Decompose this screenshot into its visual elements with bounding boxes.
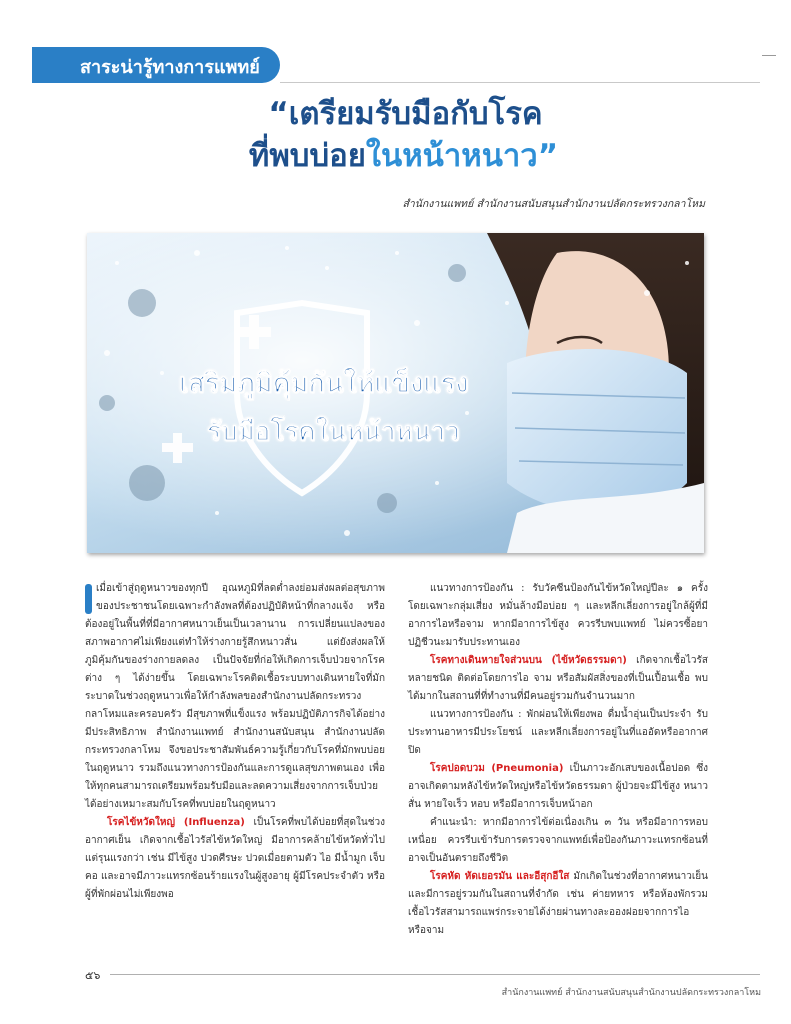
left-column	[85, 580, 385, 904]
influenza-prevention: แนวทางการป้องกัน : รับวัคซีนป้องกันไข้หวัดใหญ่ปีละ ๑ ครั้ง โดยเฉพาะกลุ่มเสี่ยง หมั่นล้างมือบ่อย ๆ และหลีกเลี่ยงการอยู่ใกล้ผู้ที่มีอาการไอหรือจาม หากมีอาการไข้สูง ควรรีบพบแพทย์ ไม่ควรซื้อยาปฏิชีวนะมารับประทานเอง	[408, 583, 708, 648]
cold-prevention: แนวทางการป้องกัน : พักผ่อนให้เพียงพอ ดื่มน้ำอุ่นเป็นประจำ รับประทานอาหารมีประโยชน์ และหลีกเลี่ยงการอยู่ในที่แออัดหรืออากาศปิด	[408, 709, 708, 756]
section-label: สาระน่ารู้ทางการแพทย์	[80, 57, 260, 78]
article-title-line-2	[8, 136, 791, 176]
cold-heading: โรคทางเดินหายใจส่วนบน (ไข้หวัดธรรมดา)	[430, 655, 627, 666]
title-part-b: ในหน้าหนาว”	[365, 138, 559, 174]
footer-rule	[110, 974, 760, 975]
right-column	[408, 580, 708, 940]
page-number: ๕๖	[85, 969, 101, 982]
measles-paragraph: โรคหัด หัดเยอรมัน และอีสุกอีใส มักเกิดในช่วงที่อากาศหนาวเย็น และมีการอยู่รวมกันในสถานที่จำกัด เช่น ค่ายทหาร หรือห้องพักรวม เชื้อไวรัสสามารถแพร่กระจายได้ง่ายผ่านทางละอองฝอยจากการไอ หรือจาม	[408, 871, 708, 936]
section-tab	[32, 47, 280, 83]
corner-mark	[762, 55, 776, 56]
influenza-paragraph: โรคไข้หวัดใหญ่ (Influenza) เป็นโรคที่พบได้บ่อยที่สุดในช่วงอากาศเย็น เกิดจากเชื้อไวรัสไข้หวัดใหญ่ มีอาการคล้ายไข้หวัดทั่วไปแต่รุนแรงกว่า เช่น มีไข้สูง ปวดศีรษะ ปวดเมื่อยตามตัว ไอ มีน้ำมูก เจ็บคอ และอาจมีภาวะแทรกซ้อนร้ายแรงในผู้สูงอายุ ผู้มีโรคประจำตัว หรือผู้ที่พักผ่อนไม่เพียงพอ	[85, 817, 385, 900]
pneumonia-paragraph: โรคปอดบวม (Pneumonia) เป็นภาวะอักเสบของเนื้อปอด ซึ่งอาจเกิดตามหลังไข้หวัดใหญ่หรือไข้หวัดธรรมดา ผู้ป่วยจะมีไข้สูง หนาวสั่น หายใจเร็ว หอบ หรือมีอาการเจ็บหน้าอก	[408, 763, 709, 810]
cold-paragraph: โรคทางเดินหายใจส่วนบน (ไข้หวัดธรรมดา) เกิดจากเชื้อไวรัสหลายชนิด ติดต่อโดยการไอ จาม หรือสัมผัสสิ่งของที่เป็นเปื้อนเชื้อ พบได้มากในสถานที่ที่ทำงานที่มีคนอยู่รวมกันจำนวนมาก	[408, 655, 708, 702]
pneumonia-heading: โรคปอดบวม (Pneumonia)	[430, 763, 564, 774]
byline: สำนักงานแพทย์ สำนักงานสนับสนุนสำนักงานปลัดกระทรวงกลาโหม	[402, 198, 705, 210]
influenza-heading: โรคไข้หวัดใหญ่ (Influenza)	[107, 817, 245, 828]
dropcap-bar	[85, 584, 92, 614]
hero-headline-1: เสริมภูมิคุ้มกันให้แข็งแรง	[179, 368, 469, 399]
intro-paragraph: เมื่อเข้าสู่ฤดูหนาวของทุกปี อุณหภูมิที่ลดต่ำลงย่อมส่งผลต่อสุขภาพของประชาชนโดยเฉพาะกำลังพลที่ต้องปฏิบัติหน้าที่กลางแจ้ง หรือต้องอยู่ในพื้นที่ที่มีอากาศหนาวเย็นเป็นเวลานาน การเปลี่ยนแปลงของสภาพอากาศไม่เพียงแต่ทำให้ร่างกายรู้สึกหนาวสั่น แต่ยังส่งผลให้ภูมิคุ้มกันของร่างกายลดลง เป็นปัจจัยที่ก่อให้เกิดการเจ็บป่วยจากโรคต่าง ๆ ได้ง่ายขึ้น โดยเฉพาะโรคติดเชื้อระบบทางเดินหายใจที่มักระบาดในช่วงฤดูหนาวเพื่อให้กำลังพลของสำนักงานปลัดกระทรวงกลาโหมและครอบครัว มีสุขภาพที่แข็งแรง พร้อมปฏิบัติภารกิจได้อย่างมีประสิทธิภาพ สำนักงานแพทย์ สำนักงานสนับสนุน สำนักงานปลัดกระทรวงกลาโหม จึงขอประชาสัมพันธ์ความรู้เกี่ยวกับโรคที่มักพบบ่อยในฤดูหนาว รวมถึงแนวทางการป้องกันและการดูแลสุขภาพตนเอง เพื่อให้ทุกคนสามารถเตรียมพร้อมรับมือและลดความเสี่ยงจากการเจ็บป่วยได้อย่างเหมาะสมกับโรคที่พบบ่อยในฤดูหนาว	[85, 583, 385, 810]
header-rule	[280, 82, 760, 83]
hero-headline-2: รับมือโรคในหน้าหนาว	[207, 417, 460, 447]
measles-heading: โรคหัด หัดเยอรมัน และอีสุกอีใส	[430, 871, 570, 882]
title-part-a: ที่พบบ่อย	[248, 138, 366, 174]
article-title-line-1: “เตรียมรับมือกับโรค	[268, 96, 543, 132]
footer-text: สำนักงานแพทย์ สำนักงานสนับสนุนสำนักงานปลัดกระทรวงกลาโหม	[501, 988, 761, 998]
pneumonia-advice: คำแนะนำ: หากมีอาการไข้ต่อเนื่องเกิน ๓ วัน หรือมีอาการหอบเหนื่อย ควรรีบเข้ารับการตรวจจากแพทย์เพื่อป้องกันภาวะแทรกซ้อนที่อาจเป็นอันตรายถึงชีวิต	[408, 817, 708, 864]
hero-image	[87, 233, 704, 553]
